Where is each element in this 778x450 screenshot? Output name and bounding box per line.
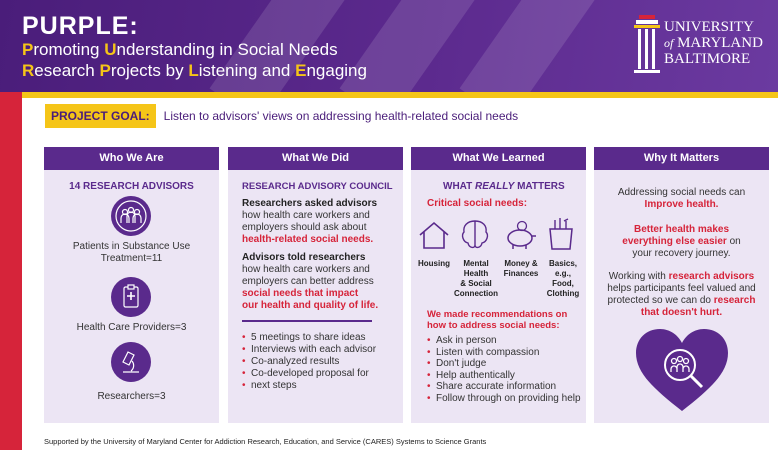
matters-paragraph-3: Working with research advisors helps participants feel valued and protected so we can do research that doesn't hurt. — [607, 271, 756, 318]
list-item: • Help authentically — [427, 370, 587, 382]
section-divider — [242, 320, 372, 322]
piggy-bank-icon — [503, 219, 539, 251]
group-researchers: Researchers=3 — [97, 391, 166, 402]
subtitle-line-1: Promoting Understanding in Social Needs — [22, 40, 338, 59]
list-item: • Ask in person — [427, 335, 587, 347]
critical-needs-label: Critical social needs: — [427, 198, 528, 209]
grocery-bag-icon — [546, 215, 576, 253]
list-item: • 5 meetings to share ideas — [242, 332, 397, 344]
clipboard-medical-icon — [111, 277, 151, 317]
project-goal-label: PROJECT GOAL: — [45, 104, 156, 128]
panel-heading: Why It Matters — [594, 147, 769, 170]
left-accent-bar — [0, 92, 22, 450]
researchers-asked-paragraph: Researchers asked advisors how health care workers and employers should ask about health-related social needs. — [242, 198, 378, 245]
advisory-council-heading: RESEARCH ADVISORY COUNCIL — [242, 181, 393, 192]
panel-what-we-did — [228, 147, 403, 423]
project-goal — [45, 104, 518, 128]
what-really-matters: WHAT REALLY MATTERS — [443, 181, 565, 192]
list-item: • Share accurate information — [427, 381, 587, 393]
yellow-divider — [22, 92, 778, 98]
list-item: • Listen with compassion — [427, 347, 587, 359]
list-item: • Don't judge — [427, 358, 587, 370]
umb-logo-icon — [632, 14, 662, 76]
recommendations-heading: We made recommendations on how to address social needs: — [427, 309, 568, 331]
panel-heading: What We Learned — [411, 147, 586, 170]
subtitle-line-2: Research Projects by Listening and Engaging — [22, 61, 367, 80]
panel-heading: Who We Are — [44, 147, 219, 170]
need-basics: Basics, e.g., Food, Clothing — [546, 259, 580, 298]
list-item: • next steps — [242, 380, 397, 392]
list-item: • Co-analyzed results — [242, 356, 397, 368]
panel-heading: What We Did — [228, 147, 403, 170]
microscope-icon — [111, 342, 151, 382]
research-advisors-count: 14 RESEARCH ADVISORS — [69, 181, 194, 192]
matters-paragraph-2: Better health makes everything else easier on your recovery journey. — [622, 224, 741, 259]
matters-paragraph-1: Addressing social needs can Improve health. — [617, 187, 746, 210]
list-item: • Interviews with each advisor — [242, 344, 397, 356]
page-title: PURPLE: — [22, 12, 139, 40]
need-housing: Housing — [418, 259, 450, 268]
brain-icon — [459, 217, 491, 253]
project-goal-text: Listen to advisors' views on addressing health-related social needs — [163, 109, 519, 123]
header-banner — [0, 0, 778, 92]
funding-footer: Supported by the University of Maryland Center for Addiction Research, Education, and Service (CARES) Systems to Science Grants — [44, 437, 487, 446]
advisors-told-paragraph: Advisors told researchers how health care workers and employers can better address social needs that impact our health and quality of life. — [242, 252, 379, 311]
list-item: • Co-developed proposal for — [242, 368, 397, 380]
list-item: • Follow through on providing help — [427, 393, 587, 405]
need-money: Money & Finances — [503, 259, 539, 278]
activities-list — [242, 332, 397, 392]
umb-logo-text: UNIVERSITY of MARYLAND BALTIMORE — [664, 19, 763, 67]
recommendations-list — [427, 335, 587, 404]
heart-search-icon — [634, 327, 730, 413]
panel-who-we-are — [44, 147, 219, 423]
need-mental-health: Mental Health & Social Connection — [454, 259, 498, 298]
panel-what-we-learned — [411, 147, 586, 423]
group-providers: Health Care Providers=3 — [76, 322, 187, 333]
house-icon — [417, 219, 451, 251]
group-patients: Patients in Substance Use Treatment=11 — [72, 241, 191, 264]
group-people-icon — [111, 196, 151, 236]
panel-why-it-matters — [594, 147, 769, 423]
